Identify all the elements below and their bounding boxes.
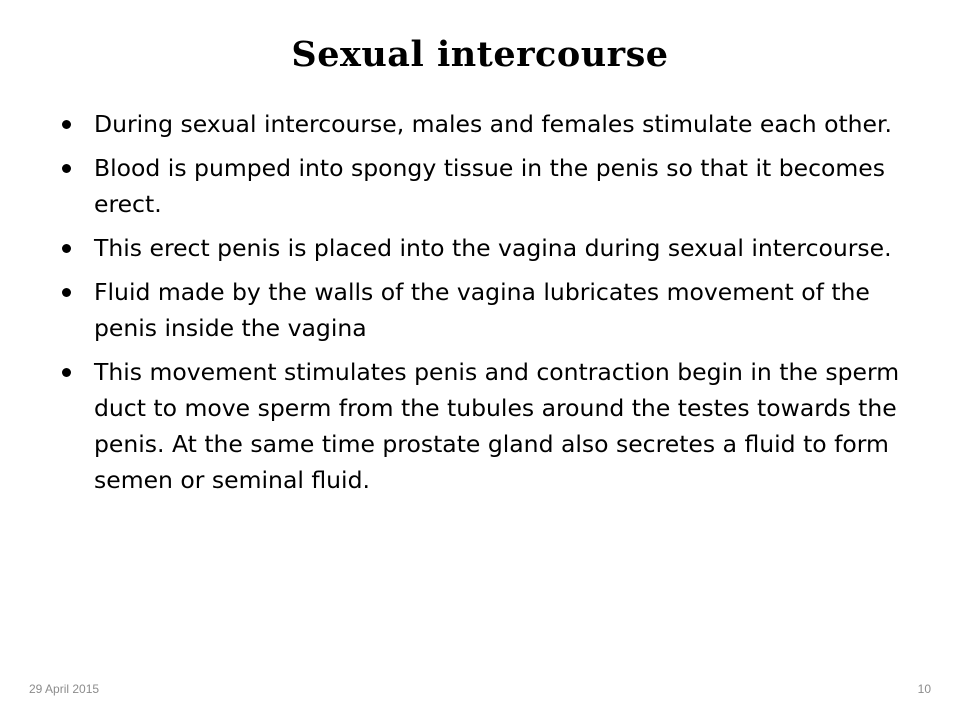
bullet-item [58,230,918,266]
bullet-dot-icon [62,164,71,173]
bullet-item [58,106,918,142]
bullet-item [58,150,918,222]
bullet-dot-icon [62,288,71,297]
bullet-list [58,106,918,506]
bullet-text: Fluid made by the walls of the vagina lubricates movement of the penis inside the vagina [94,278,870,342]
bullet-dot-icon [62,244,71,253]
bullet-text: This erect penis is placed into the vagina during sexual intercourse. [94,234,892,262]
bullet-text: This movement stimulates penis and contraction begin in the sperm duct to move sperm from the tubules around the testes towards the penis. At the same time prostate gland also secretes a fluid to form semen or seminal fluid. [94,358,900,494]
footer-date: 29 April 2015 [29,682,100,696]
bullet-text: Blood is pumped into spongy tissue in the penis so that it becomes erect. [94,154,885,218]
footer-page-number: 10 [917,682,931,696]
bullet-text: During sexual intercourse, males and females stimulate each other. [94,110,892,138]
bullet-dot-icon [62,368,71,377]
bullet-item [58,354,918,498]
bullet-dot-icon [62,120,71,129]
slide-title: Sexual intercourse [291,34,669,75]
bullet-item [58,274,918,346]
